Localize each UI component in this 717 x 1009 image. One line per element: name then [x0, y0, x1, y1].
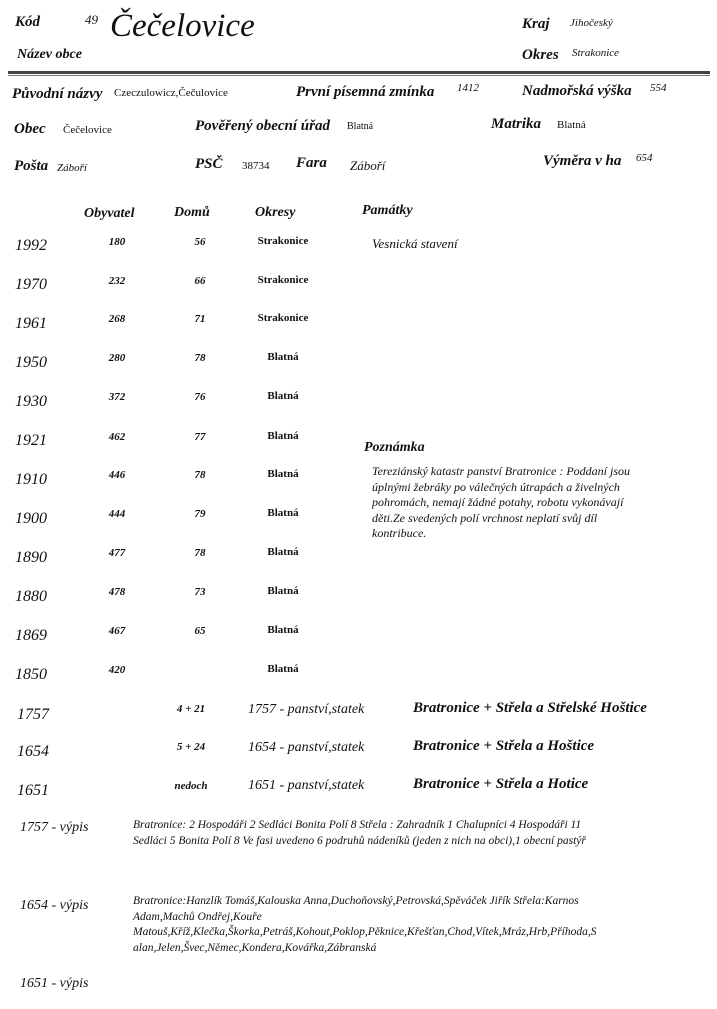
row-domu: 79: [194, 508, 206, 520]
pamatky-value: Vesnická stavení: [372, 236, 458, 251]
row-okres: Strakonice: [257, 274, 309, 286]
puvodni-value: Czeczulowicz,Čečulovice: [114, 87, 228, 99]
historic-owners: Bratronice + Střela a Střelské Hoštice: [413, 700, 647, 716]
posta-label: Pošta: [14, 158, 49, 174]
historic-panstvi: 1651 - panství,statek: [248, 778, 365, 793]
row-okres: Blatná: [267, 546, 299, 558]
row-domu: 76: [194, 391, 206, 403]
header-divider-thin: [8, 75, 710, 76]
obec-label: Obec: [14, 121, 46, 137]
historic-panstvi: 1757 - panství,statek: [248, 702, 365, 717]
row-year: 1850: [15, 666, 47, 683]
row-obyvatel: 467: [108, 625, 126, 637]
urad-label: Pověřený obecní úřad: [195, 118, 330, 134]
poznamka-label: Poznámka: [364, 440, 425, 455]
row-year: 1869: [15, 627, 47, 644]
row-year: 1970: [15, 276, 47, 293]
vypis-label: 1651 - výpis: [20, 976, 89, 991]
nazev-label: Název obce: [17, 47, 82, 62]
row-okres: Blatná: [267, 507, 299, 519]
col-pamatky: Památky: [362, 203, 413, 218]
poznamka-line: kontribuce.: [372, 526, 427, 540]
posta-value: Záboří: [57, 162, 87, 174]
urad-value: Blatná: [347, 121, 374, 132]
vypis-label: 1757 - výpis: [20, 820, 89, 835]
vypis-line: Bratronice: 2 Hospodáři 2 Sedláci Bonita Polí 8 Střela : Zahradník 1 Chalupníci 4 Hospodáři 11: [133, 819, 582, 831]
row-okres: Blatná: [267, 624, 299, 636]
row-year: 1930: [15, 393, 47, 410]
row-obyvatel: 372: [108, 391, 126, 403]
vyska-value: 554: [650, 82, 667, 94]
row-year: 1880: [15, 588, 47, 605]
row-domu: 73: [194, 586, 206, 598]
row-year: 1992: [15, 237, 47, 254]
col-domu: Domů: [174, 205, 210, 220]
historic-owners: Bratronice + Střela a Hoštice: [413, 738, 595, 754]
col-obyvatel: Obyvatel: [84, 206, 135, 221]
row-domu: 56: [194, 236, 206, 248]
poznamka-line: úplnými žebráky po válečných útrapách a živelných: [372, 479, 620, 494]
okres-label: Okres: [522, 47, 559, 63]
poznamka-line: pohromách, nemají žádné potahy, robotu vykonávají: [372, 495, 624, 509]
obec-value: Čečelovice: [63, 124, 112, 136]
psc-label: PSČ: [195, 156, 223, 172]
row-obyvatel: 446: [108, 469, 126, 481]
row-domu: 78: [194, 352, 206, 364]
vypis-line: Bratronice:Hanzlík Tomáš,Kalouska Anna,Duchoňovský,Petrovská,Spěváček Jiřík Střela:Karnos: [133, 895, 579, 907]
row-year: 1961: [15, 315, 47, 332]
row-domu: 77: [194, 431, 206, 443]
row-domu: 78: [194, 469, 206, 481]
row-obyvatel: 462: [108, 431, 126, 443]
vypis-line: alan,Jelen,Švec,Němec,Kondera,Kovářka,Zábranská: [133, 941, 377, 954]
kraj-label: Kraj: [522, 16, 550, 32]
row-okres: Strakonice: [257, 235, 309, 247]
kraj-value: Jihočeský: [570, 17, 613, 29]
row-obyvatel: 232: [108, 275, 126, 287]
matrika-label: Matrika: [491, 116, 542, 132]
historic-domu: 5 + 24: [176, 741, 206, 753]
vypis-label: 1654 - výpis: [20, 898, 89, 913]
historic-year: 1651: [17, 782, 49, 799]
row-okres: Blatná: [267, 663, 299, 675]
row-obyvatel: 268: [108, 313, 126, 325]
historic-owners: Bratronice + Střela a Hotice: [413, 776, 589, 792]
row-domu: 65: [194, 625, 206, 637]
vypis-text: [133, 894, 703, 956]
row-okres: Blatná: [267, 430, 299, 442]
vypis-line: Sedláci 5 Bonita Polí 8 Ve fasi uvedeno 6 podruhů nádeníků (jeden z nich na obci),1 obecní pastýř: [133, 834, 586, 847]
kod-label: Kód: [15, 14, 41, 30]
zminka-label: První písemná zmínka: [296, 84, 435, 100]
vypis-line: Adam,Machů Ondřej,Kouře: [133, 910, 262, 923]
vymera-label: Výměra v ha: [543, 153, 622, 169]
row-obyvatel: 477: [108, 547, 126, 559]
historic-domu: 4 + 21: [176, 703, 206, 715]
vypis-text: [133, 818, 703, 849]
row-year: 1950: [15, 354, 47, 371]
historic-panstvi: 1654 - panství,statek: [248, 740, 365, 755]
puvodni-label: Původní názvy: [12, 86, 103, 102]
row-obyvatel: 180: [108, 236, 126, 248]
row-year: 1910: [15, 471, 47, 488]
historic-domu: nedoch: [174, 780, 208, 792]
row-okres: Blatná: [267, 390, 299, 402]
fara-label: Fara: [296, 155, 327, 171]
row-domu: 71: [194, 313, 206, 325]
vyska-label: Nadmořská výška: [522, 83, 632, 99]
matrika-value: Blatná: [557, 119, 586, 131]
row-year: 1921: [15, 432, 47, 449]
poznamka-line: děti.Ze svedených polí vrchnost neplatí svůj díl: [372, 510, 598, 525]
psc-value: 38734: [242, 160, 270, 172]
page-title: Čečelovice: [110, 8, 255, 44]
row-okres: Strakonice: [257, 312, 309, 324]
header-divider: [8, 71, 710, 74]
row-obyvatel: 444: [108, 508, 126, 520]
fara-value: Záboří: [350, 158, 386, 173]
kod-value: 49: [85, 12, 98, 27]
row-obyvatel: 280: [108, 352, 126, 364]
vypis-line: Matouš,Kříž,Klečka,Škorka,Petráš,Kohout,Poklop,Pěknice,Křešťan,Chod,Vítek,Mráz,Hrb,Příhoda,S: [133, 926, 597, 938]
historic-year: 1654: [17, 743, 49, 760]
row-year: 1890: [15, 549, 47, 566]
historic-year: 1757: [17, 706, 49, 723]
row-obyvatel: 420: [108, 664, 126, 676]
row-year: 1900: [15, 510, 47, 527]
poznamka-line: Tereziánský katastr panství Bratronice : Poddaní jsou: [372, 464, 630, 478]
vymera-value: 654: [636, 152, 653, 164]
row-obyvatel: 478: [108, 586, 126, 598]
okres-value: Strakonice: [572, 47, 620, 59]
col-okresy: Okresy: [255, 205, 296, 220]
zminka-value: 1412: [457, 82, 479, 94]
row-okres: Blatná: [267, 468, 299, 480]
row-okres: Blatná: [267, 585, 299, 597]
poznamka-text: [372, 464, 692, 542]
row-domu: 66: [194, 275, 206, 287]
row-okres: Blatná: [267, 351, 299, 363]
row-domu: 78: [194, 547, 206, 559]
